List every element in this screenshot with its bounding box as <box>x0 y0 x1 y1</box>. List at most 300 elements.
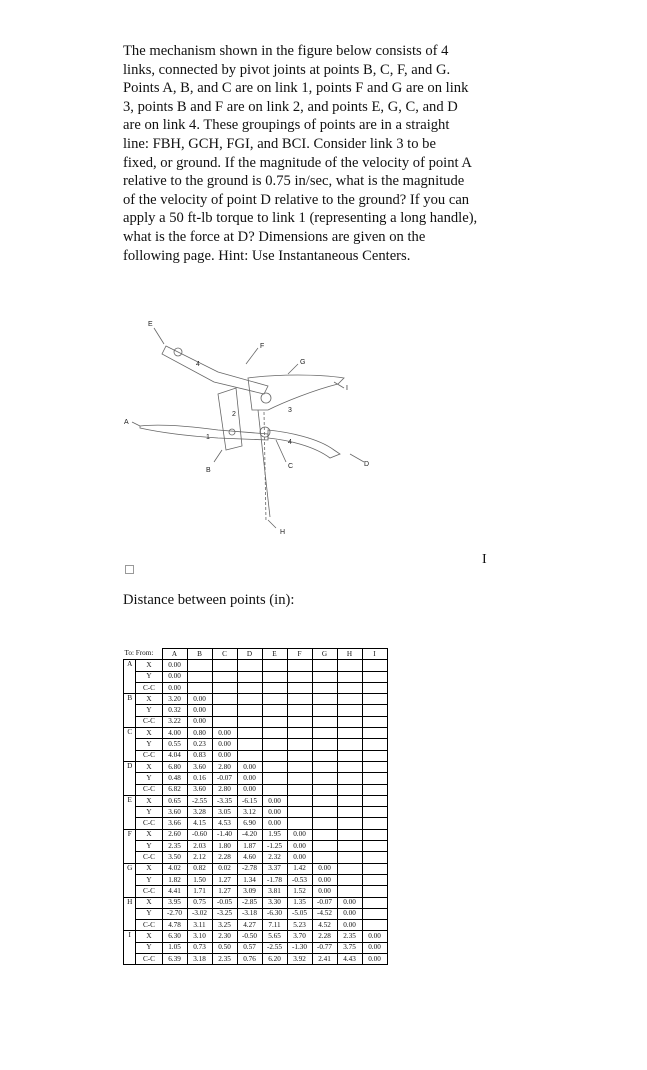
table-cell: 0.00 <box>162 660 187 671</box>
table-row <box>124 660 388 671</box>
table-cell <box>312 841 337 852</box>
table-cell <box>287 660 312 671</box>
table-cell: 4.41 <box>162 886 187 897</box>
row-axis-label: X <box>136 795 162 806</box>
table-cell: 0.00 <box>312 886 337 897</box>
column-header: F <box>287 649 312 660</box>
table-cell: 0.00 <box>312 863 337 874</box>
label-h: H <box>280 529 286 536</box>
label-link-2: 2 <box>232 411 236 418</box>
table-cell <box>262 682 287 693</box>
table-cell: 3.20 <box>162 694 187 705</box>
table-cell: 0.00 <box>187 716 212 727</box>
row-axis-label: X <box>136 829 162 840</box>
table-cell <box>362 829 387 840</box>
table-cell <box>262 750 287 761</box>
table-cell: 0.00 <box>187 705 212 716</box>
table-cell: 4.60 <box>237 852 262 863</box>
stray-glyph: I <box>482 552 487 567</box>
table-row <box>124 829 388 840</box>
problem-line: 3, points B and F are on link 2, and points E, G, C, and D <box>123 98 458 115</box>
table-cell: 0.55 <box>162 739 187 750</box>
table-cell <box>312 660 337 671</box>
table-row <box>124 728 388 739</box>
table-cell: 3.95 <box>162 897 187 908</box>
table-cell: 1.82 <box>162 874 187 885</box>
table-cell: 0.73 <box>187 942 212 953</box>
table-row <box>124 739 388 750</box>
table-cell: 6.80 <box>162 761 187 772</box>
pivot-c <box>260 427 270 437</box>
row-axis-label: X <box>136 728 162 739</box>
table-cell: 0.00 <box>262 818 287 829</box>
table-cell: 0.00 <box>362 954 387 965</box>
table-cell: 3.92 <box>287 954 312 965</box>
table-cell <box>312 829 337 840</box>
table-cell <box>262 761 287 772</box>
pivot-f <box>261 393 271 403</box>
table-cell <box>362 660 387 671</box>
table-cell: -2.78 <box>237 863 262 874</box>
table-row <box>124 863 388 874</box>
table-cell: 1.27 <box>212 874 237 885</box>
problem-line: are on link 4. These groupings of points are in a straight <box>123 117 450 134</box>
row-point-label: E <box>124 795 136 829</box>
table-cell: 0.83 <box>187 750 212 761</box>
table-cell: 6.90 <box>237 818 262 829</box>
table-cell <box>262 784 287 795</box>
table-cell <box>312 784 337 795</box>
table-row <box>124 807 388 818</box>
table-cell: 4.43 <box>337 954 362 965</box>
row-axis-label: C-C <box>136 954 162 965</box>
table-cell <box>362 773 387 784</box>
table-cell: 0.48 <box>162 773 187 784</box>
table-cell: 3.25 <box>212 920 237 931</box>
table-cell: -1.25 <box>262 841 287 852</box>
table-cell: 5.23 <box>287 920 312 931</box>
label-e: E <box>148 321 153 328</box>
checkbox[interactable] <box>125 565 134 574</box>
table-cell: 3.10 <box>187 931 212 942</box>
table-cell: 0.00 <box>337 908 362 919</box>
table-cell: 0.00 <box>287 841 312 852</box>
table-cell: -2.85 <box>237 897 262 908</box>
column-header: A <box>162 649 187 660</box>
row-axis-label: X <box>136 761 162 772</box>
table-cell: 3.12 <box>237 807 262 818</box>
table-cell: 3.81 <box>262 886 287 897</box>
table-cell: 3.05 <box>212 807 237 818</box>
table-cell: 0.00 <box>337 920 362 931</box>
table-cell <box>362 852 387 863</box>
table-cell <box>312 716 337 727</box>
table-cell <box>312 750 337 761</box>
table-row <box>124 694 388 705</box>
table-cell: 4.15 <box>187 818 212 829</box>
table-cell <box>337 694 362 705</box>
table-cell <box>237 671 262 682</box>
table-cell: -1.78 <box>262 874 287 885</box>
table-cell <box>362 874 387 885</box>
table-cell: -2.70 <box>162 908 187 919</box>
table-cell <box>362 886 387 897</box>
table-cell: 2.60 <box>162 829 187 840</box>
table-cell: 1.80 <box>212 841 237 852</box>
link-4-arm <box>162 346 268 394</box>
table-row <box>124 841 388 852</box>
table-cell: 3.50 <box>162 852 187 863</box>
table-cell: 0.32 <box>162 705 187 716</box>
problem-line: fixed, or ground. If the magnitude of the velocity of point A <box>123 154 472 171</box>
column-header: G <box>312 649 337 660</box>
label-link-4a: 4 <box>196 361 200 368</box>
table-cell <box>337 739 362 750</box>
problem-line: following page. Hint: Use Instantaneous Centers. <box>123 247 411 264</box>
table-row <box>124 908 388 919</box>
row-point-label: G <box>124 863 136 897</box>
table-cell: 3.75 <box>337 942 362 953</box>
table-cell <box>337 874 362 885</box>
table-cell <box>362 750 387 761</box>
table-cell <box>337 795 362 806</box>
pivot-b <box>229 429 235 435</box>
table-cell <box>337 705 362 716</box>
table-cell: -2.55 <box>262 942 287 953</box>
problem-line: Points A, B, and C are on link 1, points F and G are on link <box>123 80 469 97</box>
table-cell <box>362 818 387 829</box>
table-cell <box>312 694 337 705</box>
table-cell <box>362 908 387 919</box>
table-cell: -3.18 <box>237 908 262 919</box>
table-cell: 0.00 <box>262 795 287 806</box>
table-cell: -4.20 <box>237 829 262 840</box>
table-cell <box>262 660 287 671</box>
table-cell <box>287 705 312 716</box>
table-cell: 2.03 <box>187 841 212 852</box>
row-point-label: A <box>124 660 136 694</box>
table-cell <box>262 705 287 716</box>
label-d: D <box>364 461 370 468</box>
table-cell <box>362 863 387 874</box>
table-cell <box>237 705 262 716</box>
problem-line: of the velocity of point D relative to the ground? If you can <box>123 191 470 208</box>
row-axis-label: X <box>136 660 162 671</box>
table-cell <box>312 739 337 750</box>
row-axis-label: C-C <box>136 682 162 693</box>
table-cell <box>287 773 312 784</box>
column-header: D <box>237 649 262 660</box>
table-cell: 2.41 <box>312 954 337 965</box>
row-axis-label: Y <box>136 942 162 953</box>
row-point-label: H <box>124 897 136 931</box>
table-cell <box>312 728 337 739</box>
table-cell <box>337 841 362 852</box>
link-2-bar <box>218 388 242 450</box>
table-cell: -6.30 <box>262 908 287 919</box>
table-cell <box>212 694 237 705</box>
table-cell: 1.34 <box>237 874 262 885</box>
table-cell <box>212 705 237 716</box>
table-cell: 1.42 <box>287 863 312 874</box>
table-cell: -0.77 <box>312 942 337 953</box>
table-cell: 0.00 <box>187 694 212 705</box>
table-cell <box>262 671 287 682</box>
table-cell: 5.65 <box>262 931 287 942</box>
table-cell <box>337 660 362 671</box>
table-cell <box>362 671 387 682</box>
label-link-1: 1 <box>206 434 210 441</box>
table-cell: 4.27 <box>237 920 262 931</box>
table-cell: 4.78 <box>162 920 187 931</box>
figure-labels <box>124 321 369 536</box>
table-cell: -2.55 <box>187 795 212 806</box>
problem-line: The mechanism shown in the figure below consists of 4 <box>123 43 449 59</box>
table-cell <box>362 705 387 716</box>
table-row <box>124 852 388 863</box>
table-cell <box>237 694 262 705</box>
row-axis-label: C-C <box>136 852 162 863</box>
table-cell <box>337 829 362 840</box>
label-c: C <box>288 463 294 470</box>
table-cell <box>287 739 312 750</box>
table-cell: 1.50 <box>187 874 212 885</box>
table-cell <box>337 807 362 818</box>
table-row <box>124 705 388 716</box>
problem-line: links, connected by pivot joints at points B, C, F, and G. <box>123 61 451 78</box>
link-4-jaw <box>268 430 340 458</box>
table-row <box>124 818 388 829</box>
problem-line: relative to the ground is 0.75 in/sec, what is the magnitude <box>123 173 465 190</box>
column-header: E <box>262 649 287 660</box>
table-row <box>124 920 388 931</box>
row-axis-label: Y <box>136 908 162 919</box>
table-cell <box>287 807 312 818</box>
table-cell <box>212 671 237 682</box>
table-cell <box>212 682 237 693</box>
table-cell: 1.71 <box>187 886 212 897</box>
table-cell: 7.11 <box>262 920 287 931</box>
table-cell: 0.82 <box>187 863 212 874</box>
table-cell: 2.30 <box>212 931 237 942</box>
problem-statement <box>123 42 525 265</box>
table-cell: 4.00 <box>162 728 187 739</box>
label-leader-f <box>246 348 258 364</box>
table-cell: 6.82 <box>162 784 187 795</box>
table-cell: 0.76 <box>237 954 262 965</box>
table-cell <box>337 761 362 772</box>
row-point-label: B <box>124 694 136 728</box>
label-leader-d <box>350 454 364 462</box>
table-cell: 0.50 <box>212 942 237 953</box>
table-cell: 3.30 <box>262 897 287 908</box>
centerline-h2 <box>258 410 270 517</box>
label-i: I <box>346 385 348 392</box>
row-point-label: I <box>124 931 136 965</box>
table-row <box>124 886 388 897</box>
table-cell <box>237 750 262 761</box>
table-cell <box>312 795 337 806</box>
table-cell <box>287 682 312 693</box>
table-cell <box>262 739 287 750</box>
table-cell <box>287 784 312 795</box>
table-cell: 0.80 <box>187 728 212 739</box>
table-cell: 3.66 <box>162 818 187 829</box>
table-cell: -0.07 <box>312 897 337 908</box>
table-row <box>124 954 388 965</box>
table-cell <box>237 716 262 727</box>
table-cell <box>187 660 212 671</box>
label-leader-g <box>288 364 298 374</box>
label-f: F <box>260 343 265 350</box>
table-cell: 0.00 <box>362 942 387 953</box>
label-link-3: 3 <box>288 407 292 414</box>
table-cell <box>337 671 362 682</box>
table-cell <box>362 716 387 727</box>
table-cell: 0.00 <box>337 897 362 908</box>
row-axis-label: Y <box>136 773 162 784</box>
table-cell: 2.35 <box>337 931 362 942</box>
row-axis-label: Y <box>136 807 162 818</box>
table-cell: 0.00 <box>212 739 237 750</box>
distance-table <box>123 648 388 965</box>
table-cell: 3.60 <box>187 761 212 772</box>
table-cell <box>262 716 287 727</box>
table-cell: 6.30 <box>162 931 187 942</box>
table-row <box>124 773 388 784</box>
table-cell: 3.28 <box>187 807 212 818</box>
table-cell: -0.07 <box>212 773 237 784</box>
label-leader-a <box>132 422 140 426</box>
table-row <box>124 931 388 942</box>
table-cell: 4.52 <box>312 920 337 931</box>
table-cell: 3.09 <box>237 886 262 897</box>
table-cell <box>362 795 387 806</box>
table-cell <box>362 739 387 750</box>
label-b: B <box>206 467 211 474</box>
table-cell <box>237 660 262 671</box>
table-cell <box>362 807 387 818</box>
table-cell: 6.20 <box>262 954 287 965</box>
table-cell <box>337 750 362 761</box>
table-cell: 1.87 <box>237 841 262 852</box>
label-leader-c <box>276 440 286 462</box>
table-cell <box>337 784 362 795</box>
problem-line: line: FBH, GCH, FGI, and BCI. Consider link 3 to be <box>123 135 436 152</box>
table-cell <box>187 682 212 693</box>
table-cell: 1.35 <box>287 897 312 908</box>
table-cell: 1.95 <box>262 829 287 840</box>
table-cell: 0.02 <box>212 863 237 874</box>
table-cell: 1.52 <box>287 886 312 897</box>
table-cell <box>337 773 362 784</box>
row-axis-label: Y <box>136 671 162 682</box>
table-cell <box>312 761 337 772</box>
table-cell: 0.00 <box>287 829 312 840</box>
table-cell: 1.05 <box>162 942 187 953</box>
table-cell: 0.57 <box>237 942 262 953</box>
table-cell <box>312 807 337 818</box>
table-row <box>124 671 388 682</box>
table-cell <box>262 728 287 739</box>
table-cell: 2.35 <box>162 841 187 852</box>
table-corner-label: To: From: <box>124 649 163 660</box>
table-cell <box>287 761 312 772</box>
table-cell: -1.40 <box>212 829 237 840</box>
column-header: B <box>187 649 212 660</box>
table-cell: 0.00 <box>312 874 337 885</box>
table-cell: 2.28 <box>312 931 337 942</box>
table-cell <box>312 705 337 716</box>
table-cell: 2.28 <box>212 852 237 863</box>
mechanism-figure <box>118 312 382 544</box>
table-cell: -0.05 <box>212 897 237 908</box>
table-cell <box>312 682 337 693</box>
table-cell: -0.53 <box>287 874 312 885</box>
problem-line: apply a 50 ft-lb torque to link 1 (representing a long handle), <box>123 210 478 227</box>
table-cell: 3.11 <box>187 920 212 931</box>
table-row <box>124 942 388 953</box>
row-axis-label: C-C <box>136 818 162 829</box>
table-cell <box>237 739 262 750</box>
table-cell <box>337 682 362 693</box>
label-g: G <box>300 359 306 366</box>
table-cell <box>337 716 362 727</box>
row-point-label: D <box>124 761 136 795</box>
table-cell <box>262 773 287 784</box>
table-cell: 0.65 <box>162 795 187 806</box>
column-header: I <box>362 649 387 660</box>
table-cell: -3.35 <box>212 795 237 806</box>
table-cell <box>362 841 387 852</box>
table-cell <box>362 920 387 931</box>
table-cell <box>287 750 312 761</box>
table-cell <box>337 863 362 874</box>
table-row <box>124 761 388 772</box>
row-axis-label: C-C <box>136 750 162 761</box>
table-cell: 0.00 <box>237 773 262 784</box>
table-cell <box>237 728 262 739</box>
table-cell: -3.02 <box>187 908 212 919</box>
row-axis-label: C-C <box>136 920 162 931</box>
table-cell <box>212 660 237 671</box>
table-cell: -6.15 <box>237 795 262 806</box>
table-cell: 3.60 <box>187 784 212 795</box>
row-axis-label: X <box>136 897 162 908</box>
table-row <box>124 682 388 693</box>
table-cell: 2.32 <box>262 852 287 863</box>
row-axis-label: C-C <box>136 716 162 727</box>
table-cell: 0.00 <box>212 750 237 761</box>
table-cell <box>312 852 337 863</box>
table-cell: 0.16 <box>187 773 212 784</box>
table-cell <box>312 671 337 682</box>
table-cell: 3.60 <box>162 807 187 818</box>
row-point-label: F <box>124 829 136 863</box>
row-axis-label: X <box>136 694 162 705</box>
table-cell <box>287 694 312 705</box>
table-cell: 3.37 <box>262 863 287 874</box>
column-header: C <box>212 649 237 660</box>
label-link-4b: 4 <box>288 439 292 446</box>
table-cell <box>362 761 387 772</box>
table-cell: 4.53 <box>212 818 237 829</box>
table-cell <box>237 682 262 693</box>
table-cell <box>287 818 312 829</box>
table-cell <box>287 716 312 727</box>
table-row <box>124 784 388 795</box>
table-cell: -0.60 <box>187 829 212 840</box>
